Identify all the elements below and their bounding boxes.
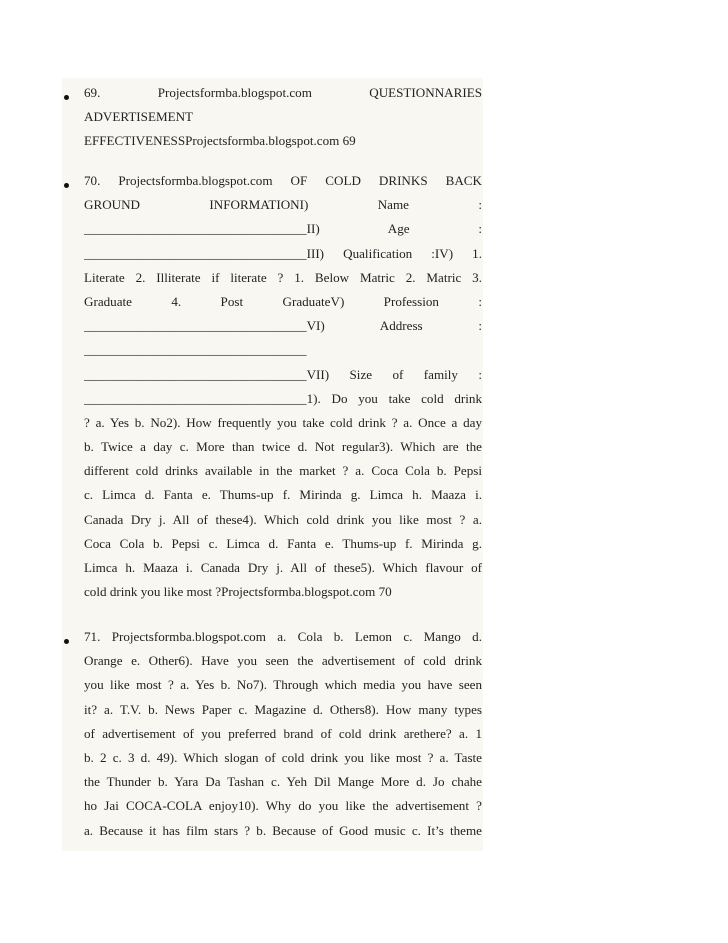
text-line: Canada Dry j. All of these4). Which cold drink you like most ? a. (84, 511, 482, 527)
text-line: Graduate 4. Post GraduateV) Profession : (84, 293, 482, 309)
text-line: ho Jai COCA-COLA enjoy10). Why do you like the advertisement ? (84, 798, 482, 814)
item-text (84, 625, 482, 843)
text-line: __________________________________VII) Size of family : (84, 366, 482, 382)
bullet-icon (64, 95, 69, 100)
text-line: __________________________________III) Qualification :IV) 1. (84, 245, 482, 261)
text-line: the Thunder b. Yara Da Tashan c. Yeh Dil Mange More d. Jo chahe (84, 774, 482, 790)
text-line: __________________________________VI) Address : (84, 318, 482, 334)
text-line: ? a. Yes b. No2). How frequently you take cold drink ? a. Once a day (84, 414, 482, 430)
text-line: Coca Cola b. Pepsi c. Limca d. Fanta e. Thums-up f. Mirinda g. (84, 535, 482, 551)
text-line: Limca h. Maaza i. Canada Dry j. All of these5). Which flavour of (84, 560, 482, 575)
text-line: GROUND INFORMATIONI) Name : (84, 197, 482, 213)
text-line: b. 2 c. 3 d. 49). Which slogan of cold drink you like most ? a. Taste (84, 749, 482, 765)
text-line: b. Twice a day c. More than twice d. Not regular3). Which are the (84, 439, 482, 455)
text-line: 69. Projectsformba.blogspot.com QUESTIONNARIES (84, 85, 482, 100)
text-line: of advertisement of you preferred brand of cold drink arethere? a. 1 (84, 725, 482, 741)
text-line: cold drink you like most ?Projectsformba.blogspot.com 70 (84, 584, 392, 600)
bullet-icon (64, 639, 69, 644)
text-line: it? a. T.V. b. News Paper c. Magazine d. Others8). How many types (84, 701, 482, 717)
item-text (84, 169, 482, 604)
text-line: EFFECTIVENESSProjectsformba.blogspot.com 69 (84, 133, 356, 149)
text-line: 71. Projectsformba.blogspot.com a. Cola b. Lemon c. Mango d. (84, 629, 482, 644)
text-line: different cold drinks available in the market ? a. Coca Cola b. Pepsi (84, 463, 482, 479)
text-line: c. Limca d. Fanta e. Thums-up f. Mirinda g. Limca h. Maaza i. (84, 487, 482, 503)
text-line: __________________________________II) Age : (84, 221, 482, 237)
text-line: you like most ? a. Yes b. No7). Through which media you have seen (84, 677, 482, 693)
text-line: Orange e. Other6). Have you seen the advertisement of cold drink (84, 653, 482, 669)
text-line: a. Because it has film stars ? b. Because of Good music c. It’s theme (84, 822, 482, 838)
text-line: __________________________________1). Do you take cold drink (84, 390, 482, 406)
text-line: 70. Projectsformba.blogspot.com OF COLD DRINKS BACK (84, 173, 482, 188)
text-line: __________________________________ (84, 342, 307, 358)
text-line: Literate 2. Illiterate if literate ? 1. Below Matric 2. Matric 3. (84, 269, 482, 285)
text-line: ADVERTISEMENT (84, 109, 194, 125)
bullet-icon (64, 183, 69, 188)
item-text (84, 81, 482, 154)
